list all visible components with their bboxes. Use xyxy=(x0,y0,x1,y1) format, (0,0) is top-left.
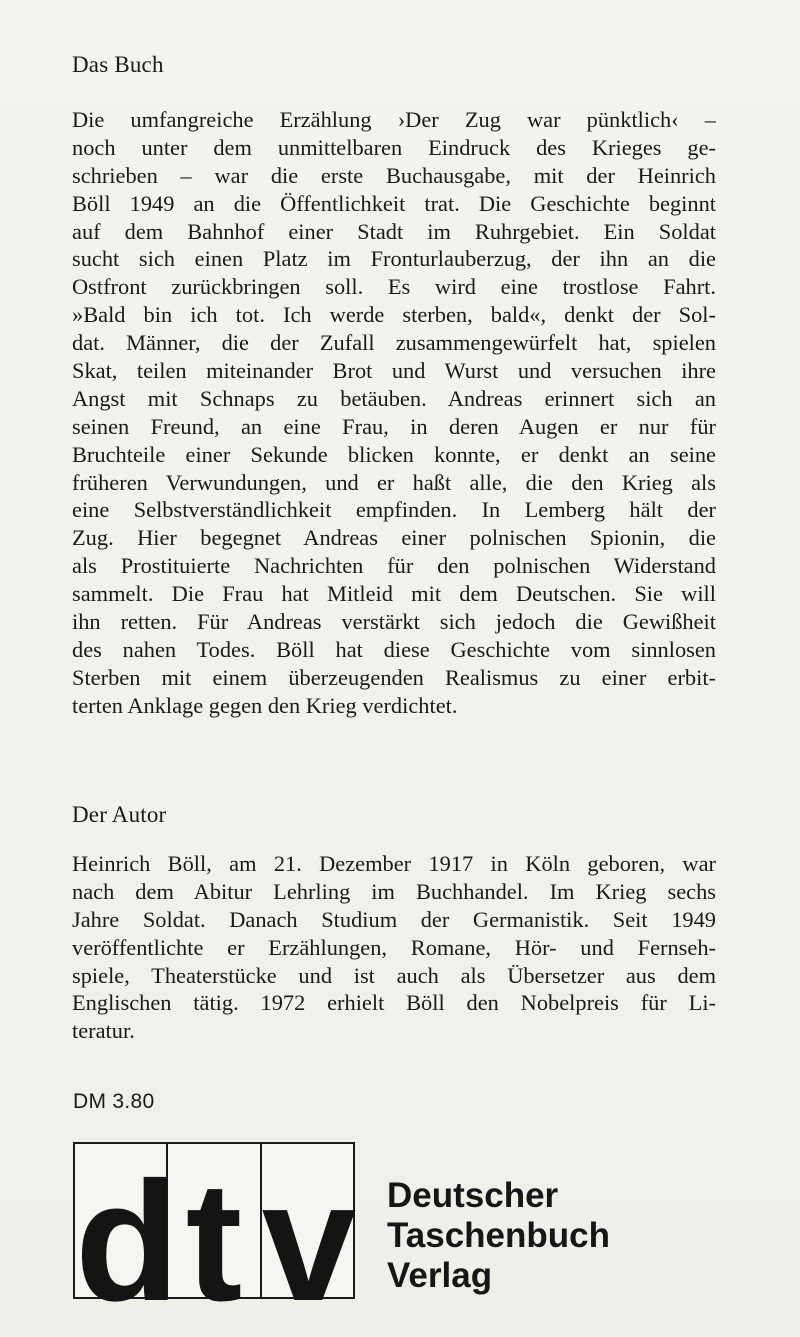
text-line: Böll 1949 an die Öffentlichkeit trat. Die Geschichte beginnt xyxy=(72,190,716,216)
section-heading-author: Der Autor xyxy=(72,802,167,827)
logo-cell-v xyxy=(261,1144,357,1337)
text-line: des nahen Todes. Böll hat diese Geschichte vom sinnlosen xyxy=(72,636,716,662)
text-line: auf dem Bahnhof einer Stadt im Ruhrgebiet. Ein Soldat xyxy=(72,218,716,244)
text-line: noch unter dem unmittelbaren Eindruck des Krieges ge- xyxy=(72,134,716,160)
text-line: ihn retten. Für Andreas verstärkt sich jedoch die Gewißheit xyxy=(72,609,716,635)
text-line: eine Selbstverständlichkeit empfinden. In Lemberg hält der xyxy=(72,497,716,523)
text-line: »Bald bin ich tot. Ich werde sterben, bald«, denkt der Sol- xyxy=(72,302,716,328)
text-line: spiele, Theaterstücke und ist auch als Übersetzer aus dem xyxy=(72,962,716,988)
book-description xyxy=(72,106,716,720)
text-line: sammelt. Die Frau hat Mitleid mit dem Deutschen. Sie will xyxy=(72,581,716,607)
text-line: Heinrich Böll, am 21. Dezember 1917 in Köln geboren, war xyxy=(72,851,716,876)
text-line: Die umfangreiche Erzählung ›Der Zug war pünktlich‹ – xyxy=(72,107,716,132)
logo-letter: v xyxy=(261,1147,357,1337)
text-line: sucht sich einen Platz im Fronturlauberzug, der ihn an die xyxy=(72,246,716,272)
publisher-line: Verlag xyxy=(387,1256,493,1295)
section-heading-book: Das Buch xyxy=(72,52,164,77)
logo-letter: d xyxy=(75,1147,179,1337)
publisher-name xyxy=(387,1176,610,1296)
text-line: veröffentlichte er Erzählungen, Romane, Hör- und Fernseh- xyxy=(72,934,716,960)
text-line: Angst mit Schnaps zu betäuben. Andreas erinnert sich an xyxy=(72,385,716,411)
text-line: schrieben – war die erste Buchausgabe, mit der Heinrich xyxy=(72,162,716,188)
text-line: seinen Freund, an eine Frau, in deren Augen er nur für xyxy=(72,413,716,439)
text-line: Ostfront zurückbringen soll. Es wird eine trostlose Fahrt. xyxy=(72,274,716,300)
text-line: Sterben mit einem überzeugenden Realismus zu einer erbit- xyxy=(72,664,716,690)
text-line: als Prostituierte Nachrichten für den polnischen Widerstand xyxy=(72,553,716,579)
text-line: Skat, teilen miteinander Brot und Wurst und versuchen ihre xyxy=(72,358,716,384)
author-biography xyxy=(72,850,716,1045)
dtv-logo xyxy=(73,1142,357,1337)
text-line: Zug. Hier begegnet Andreas einer polnischen Spionin, die xyxy=(72,525,716,551)
text-line: Jahre Soldat. Danach Studium der Germanistik. Seit 1949 xyxy=(72,906,716,932)
text-line: früheren Verwundungen, und er haßt alle, die den Krieg als xyxy=(72,469,716,495)
text-line: nach dem Abitur Lehrling im Buchhandel. Im Krieg sechs xyxy=(72,878,716,904)
text-line: Bruchteile einer Sekunde blicken konnte, er denkt an seine xyxy=(72,441,716,467)
logo-letter: t xyxy=(185,1147,243,1337)
price-label: DM 3.80 xyxy=(73,1090,155,1113)
text-line: dat. Männer, die der Zufall zusammengewürfelt hat, spielen xyxy=(72,330,716,356)
text-line: Englischen tätig. 1972 erhielt Böll den Nobelpreis für Li- xyxy=(72,990,716,1016)
publisher-line: Deutscher xyxy=(387,1176,559,1215)
text-line: terten Anklage gegen den Krieg verdichtet. xyxy=(72,692,458,718)
text-line: teratur. xyxy=(72,1018,135,1044)
publisher-line: Taschenbuch xyxy=(387,1216,611,1255)
logo-cell-t xyxy=(168,1144,261,1337)
logo-cell-d xyxy=(75,1144,179,1337)
